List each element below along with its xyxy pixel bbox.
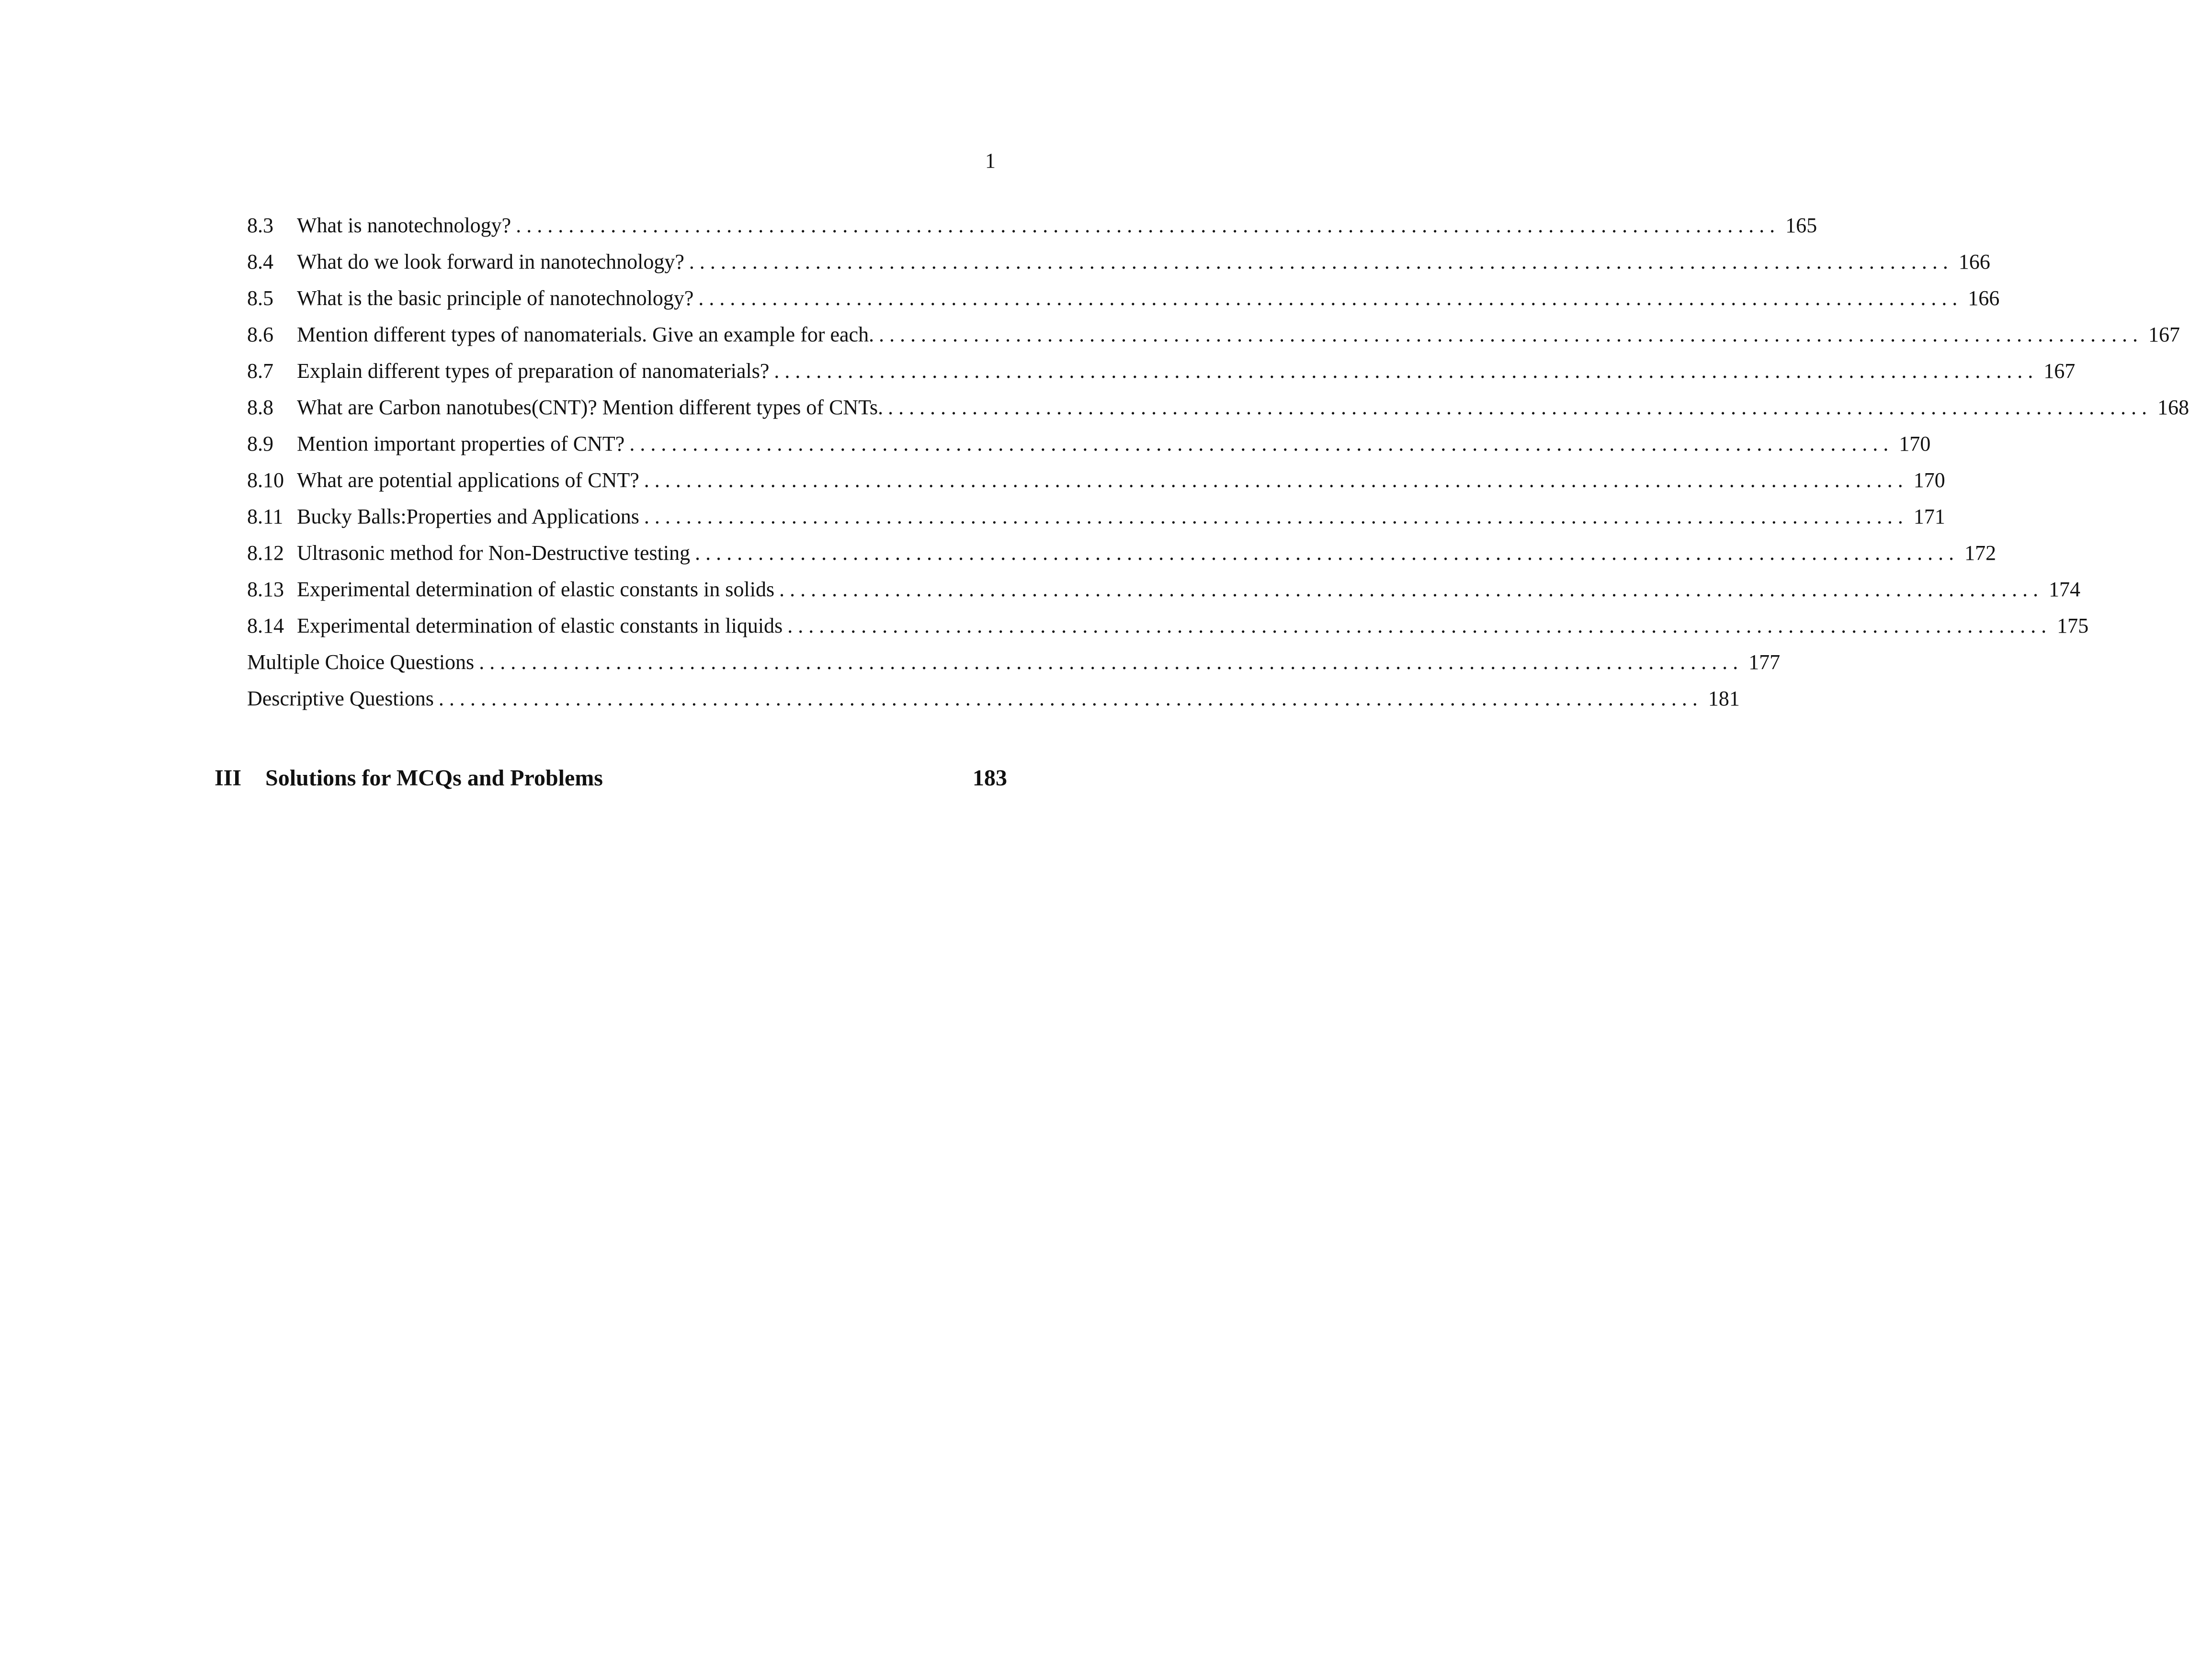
toc-entry-page: 170 (1913, 468, 1945, 492)
page-number: 1 (985, 149, 996, 172)
toc-entry[interactable] (247, 425, 1931, 462)
toc-entry-page: 168 (2157, 395, 2189, 419)
toc-entry-number: 8.3 (247, 213, 273, 237)
toc-entry-title: Mention different types of nanomaterials. Give an example for each. (297, 322, 874, 346)
toc-entry-title: Ultrasonic method for Non-Destructive testing (297, 541, 691, 565)
toc-entry-number: 8.8 (247, 395, 273, 419)
toc-entry-title: What do we look forward in nanotechnology? (297, 250, 684, 273)
toc-entry[interactable] (247, 498, 1945, 534)
toc-entry[interactable] (247, 571, 2081, 607)
dot-leader: . . . . . . . . . . . . . . . . . . . . . . . . . . . . . . . . . . . . . . . . . . . . . . . . . . . . . . . . . . . . . . . . . . . . . . . . . . . . . . . . . . . . . . . . . . . . . . . . . . . . . . . . . . . . . . . . . . . . . . . . (644, 504, 1903, 528)
toc-entry-page: 174 (2049, 577, 2081, 601)
dot-leader: . . . . . . . . . . . . . . . . . . . . . . . . . . . . . . . . . . . . . . . . . . . . . . . . . . . . . . . . . . . . . . . . . . . . . . . . . . . . . . . . . . . . . . . . . . . . . . . . . . . . . . . . . . . . . . . . . . . . . . . . (629, 431, 1889, 455)
toc-entry-page: 165 (1785, 213, 1817, 237)
toc-entry-title: What are potential applications of CNT? (297, 468, 639, 492)
toc-entry[interactable] (247, 316, 2180, 352)
toc-entry-number: 8.4 (247, 250, 273, 273)
toc-entry[interactable] (247, 207, 1817, 243)
dot-leader: . . . . . . . . . . . . . . . . . . . . . . . . . . . . . . . . . . . . . . . . . . . . . . . . . . . . . . . . . . . . . . . . . . . . . . . . . . . . . . . . . . . . . . . . . . . . . . . . . . . . . . . . . . . . . . . . . . . . . . . . (787, 613, 2047, 637)
toc-entry-number: 8.13 (247, 577, 284, 601)
toc-entry-number: 8.6 (247, 322, 273, 346)
toc-entry-number: 8.12 (247, 541, 284, 565)
toc-entry[interactable] (247, 644, 1781, 680)
dot-leader: . . . . . . . . . . . . . . . . . . . . . . . . . . . . . . . . . . . . . . . . . . . . . . . . . . . . . . . . . . . . . . . . . . . . . . . . . . . . . . . . . . . . . . . . . . . . . . . . . . . . . . . . . . . . . . . . . . . . . . . . (779, 577, 2039, 601)
part-number: III (215, 765, 242, 791)
toc-entry[interactable] (247, 607, 2089, 644)
toc-entry-page: 171 (1913, 504, 1945, 528)
toc-entry-title: What are Carbon nanotubes(CNT)? Mention different types of CNTs. (297, 395, 884, 419)
toc-entry[interactable] (247, 680, 1740, 716)
toc-entry-page: 170 (1899, 431, 1931, 455)
toc-entry[interactable] (247, 389, 2189, 425)
dot-leader: . . . . . . . . . . . . . . . . . . . . . . . . . . . . . . . . . . . . . . . . . . . . . . . . . . . . . . . . . . . . . . . . . . . . . . . . . . . . . . . . . . . . . . . . . . . . . . . . . . . . . . . . . . . . . . . . . . . . . . . . (888, 395, 2147, 419)
toc-entry-page: 167 (2148, 322, 2180, 346)
dot-leader: . . . . . . . . . . . . . . . . . . . . . . . . . . . . . . . . . . . . . . . . . . . . . . . . . . . . . . . . . . . . . . . . . . . . . . . . . . . . . . . . . . . . . . . . . . . . . . . . . . . . . . . . . . . . . . . . . . . . . . . . (644, 468, 1903, 492)
dot-leader: . . . . . . . . . . . . . . . . . . . . . . . . . . . . . . . . . . . . . . . . . . . . . . . . . . . . . . . . . . . . . . . . . . . . . . . . . . . . . . . . . . . . . . . . . . . . . . . . . . . . . . . . . . . . . . . . . . . . . . . . (695, 541, 1954, 565)
toc-entry[interactable] (247, 352, 2076, 389)
part-title: Solutions for MCQs and Problems (265, 765, 603, 791)
toc-entry-page: 167 (2043, 359, 2076, 383)
table-of-contents (247, 207, 2189, 716)
toc-entry-title: Experimental determination of elastic constants in solids (297, 577, 775, 601)
toc-entry-page: 181 (1708, 686, 1740, 710)
toc-entry-title: Bucky Balls:Properties and Applications (297, 504, 639, 528)
toc-entry[interactable] (247, 280, 2000, 316)
toc-entry-title: Experimental determination of elastic constants in liquids (297, 613, 783, 637)
toc-entry-page: 166 (1968, 286, 2000, 310)
toc-entry-number: 8.5 (247, 286, 273, 310)
toc-entry-number: 8.14 (247, 613, 284, 637)
toc-entry-title: Multiple Choice Questions (247, 650, 475, 674)
toc-entry-number: 8.11 (247, 504, 284, 528)
toc-entry-number: 8.10 (247, 468, 284, 492)
toc-entry-title: Descriptive Questions (247, 686, 434, 710)
dot-leader: . . . . . . . . . . . . . . . . . . . . . . . . . . . . . . . . . . . . . . . . . . . . . . . . . . . . . . . . . . . . . . . . . . . . . . . . . . . . . . . . . . . . . . . . . . . . . . . . . . . . . . . . . . . . . . . . . . . . . . . . (516, 213, 1775, 237)
dot-leader: . . . . . . . . . . . . . . . . . . . . . . . . . . . . . . . . . . . . . . . . . . . . . . . . . . . . . . . . . . . . . . . . . . . . . . . . . . . . . . . . . . . . . . . . . . . . . . . . . . . . . . . . . . . . . . . . . . . . . . . . (774, 359, 2033, 383)
part-page-number: 183 (973, 765, 1007, 791)
toc-entry-title: Mention important properties of CNT? (297, 431, 625, 455)
part-heading[interactable] (215, 761, 1007, 795)
toc-entry-title: What is nanotechnology? (297, 213, 511, 237)
toc-entry-number: 8.7 (247, 359, 273, 383)
toc-entry-title: Explain different types of preparation of nanomaterials? (297, 359, 770, 383)
toc-entry-number: 8.9 (247, 431, 273, 455)
toc-entry-page: 166 (1958, 250, 1990, 273)
toc-entry-page: 172 (1964, 541, 1996, 565)
toc-entry-page: 177 (1748, 650, 1781, 674)
toc-entry[interactable] (247, 462, 1945, 498)
dot-leader: . . . . . . . . . . . . . . . . . . . . . . . . . . . . . . . . . . . . . . . . . . . . . . . . . . . . . . . . . . . . . . . . . . . . . . . . . . . . . . . . . . . . . . . . . . . . . . . . . . . . . . . . . . . . . . . . . . . . . . . . (879, 322, 2138, 346)
toc-entry-title: What is the basic principle of nanotechnology? (297, 286, 694, 310)
dot-leader: . . . . . . . . . . . . . . . . . . . . . . . . . . . . . . . . . . . . . . . . . . . . . . . . . . . . . . . . . . . . . . . . . . . . . . . . . . . . . . . . . . . . . . . . . . . . . . . . . . . . . . . . . . . . . . . . . . . . . . . . (479, 650, 1738, 674)
toc-entry[interactable] (247, 534, 1996, 571)
dot-leader: . . . . . . . . . . . . . . . . . . . . . . . . . . . . . . . . . . . . . . . . . . . . . . . . . . . . . . . . . . . . . . . . . . . . . . . . . . . . . . . . . . . . . . . . . . . . . . . . . . . . . . . . . . . . . . . . . . . . . . . . (438, 686, 1698, 710)
toc-entry-page: 175 (2057, 613, 2089, 637)
toc-entry[interactable] (247, 243, 1990, 280)
dot-leader: . . . . . . . . . . . . . . . . . . . . . . . . . . . . . . . . . . . . . . . . . . . . . . . . . . . . . . . . . . . . . . . . . . . . . . . . . . . . . . . . . . . . . . . . . . . . . . . . . . . . . . . . . . . . . . . . . . . . . . . . (698, 286, 1958, 310)
dot-leader: . . . . . . . . . . . . . . . . . . . . . . . . . . . . . . . . . . . . . . . . . . . . . . . . . . . . . . . . . . . . . . . . . . . . . . . . . . . . . . . . . . . . . . . . . . . . . . . . . . . . . . . . . . . . . . . . . . . . . . . . (689, 250, 1948, 273)
